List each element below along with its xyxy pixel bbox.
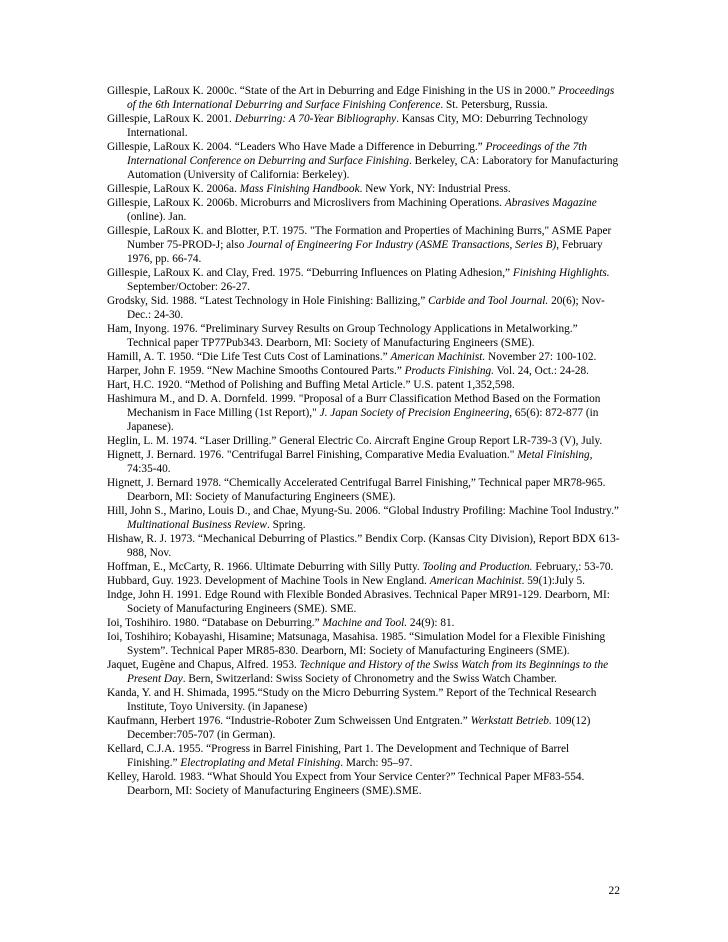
reference-entry — [107, 294, 622, 322]
reference-text: Harper, John F. 1959. “New Machine Smooths Contoured Parts.” — [107, 365, 405, 377]
reference-entry — [107, 770, 622, 798]
reference-text: Indge, John H. 1991. Edge Round with Flexible Bonded Abrasives. Technical Paper MR91-129. Dearborn, MI: Society of Manufacturing Engineers (SME). SME. — [107, 589, 610, 615]
reference-entry — [107, 112, 622, 140]
reference-text-tail: . March: 95–97. — [340, 757, 413, 769]
reference-text: Gillespie, LaRoux K. 2006b. Microburrs and Microslivers from Machining Operations. — [107, 197, 505, 209]
reference-text-tail: 20(6); Nov-Dec.: 24-30. — [127, 295, 605, 321]
reference-text-tail: 109(12) December:705-707 (in German). — [127, 715, 591, 741]
reference-list — [107, 84, 622, 798]
reference-entry — [107, 630, 622, 658]
reference-entry — [107, 182, 622, 196]
reference-source-title: Proceedings of the 7th International Conference on Deburring and Surface Finishing — [127, 141, 588, 167]
reference-source-title: Multinational Business Review — [127, 519, 267, 531]
reference-entry — [107, 350, 622, 364]
reference-text: Ham, Inyong. 1976. “Preliminary Survey Results on Group Technology Applications in Metalworking.” Technical paper TP77Pub343. Dearborn, MI: Society of Manufacturing Engineers (SME). — [107, 323, 578, 349]
reference-text: Kellard, C.J.A. 1955. “Progress in Barrel Finishing, Part 1. The Development and Technique of Barrel Finishing.” — [107, 743, 570, 769]
reference-entry — [107, 392, 622, 434]
reference-text-tail: . Berkeley, CA: Laboratory for Manufacturing Automation (University of California: Berkeley). — [127, 155, 619, 181]
reference-text: Ioi, Toshihiro; Kobayashi, Hisamine; Matsunaga, Masahisa. 1985. “Simulation Model for a Flexible Finishing System”. Technical Paper MR85-830. Dearborn, MI: Society of Manufacturing Engineers (SME). — [107, 631, 606, 657]
reference-text: Gillespie, LaRoux K. 2000c. “State of the Art in Deburring and Edge Finishing in the US in 2000.” — [107, 85, 559, 97]
reference-text: Hignett, J. Bernard. 1976. "Centrifugal Barrel Finishing, Comparative Media Evaluation." — [107, 449, 518, 461]
reference-source-title: Metal Finishing, — [517, 449, 593, 461]
reference-text-tail: . Spring. — [266, 519, 306, 531]
reference-source-title: Products Finishing. — [404, 365, 494, 377]
reference-entry — [107, 588, 622, 616]
reference-text: Hill, John S., Marino, Louis D., and Chae, Myung-Su. 2006. “Global Industry Profiling: Machine Tool Industry.” — [107, 505, 619, 517]
reference-text-tail: . Kansas City, MO: Deburring Technology International. — [127, 113, 588, 139]
reference-source-title: Werkstatt Betrieb. — [470, 715, 552, 727]
reference-entry — [107, 434, 622, 448]
reference-entry — [107, 532, 622, 560]
reference-text: Gillespie, LaRoux K. 2001. — [107, 113, 235, 125]
reference-text: Hubbard, Guy. 1923. Development of Machine Tools in New England. — [107, 575, 430, 587]
reference-entry — [107, 714, 622, 742]
reference-text: Hoffman, E., McCarty, R. 1966. Ultimate Deburring with Silly Putty. — [107, 561, 423, 573]
reference-text-tail: September/October: 26-27. — [127, 281, 250, 293]
reference-entry — [107, 196, 622, 224]
reference-entry — [107, 84, 622, 112]
reference-text: Hashimura M., and D. A. Dornfeld. 1999. "Proposal of a Burr Classification Method Based on the Formation Mechanism in Face Milling (1st Report)," — [107, 393, 601, 419]
reference-entry — [107, 616, 622, 630]
reference-entry — [107, 686, 622, 714]
reference-text-tail: . Bern, Switzerland: Swiss Society of Chronometry and the Swiss Watch Chamber. — [182, 673, 557, 685]
reference-source-title: Proceedings of the 6th International Deburring and Surface Finishing Conference — [127, 85, 615, 111]
reference-source-title: Abrasives Magazine — [504, 197, 597, 209]
reference-entry — [107, 140, 622, 182]
reference-entry — [107, 378, 622, 392]
reference-text-tail: Vol. 24, Oct.: 24-28. — [493, 365, 589, 377]
reference-text-tail: . 59(1):July 5. — [521, 575, 586, 587]
reference-text-tail: 74:35-40. — [127, 463, 171, 475]
reference-entry — [107, 266, 622, 294]
reference-source-title: Tooling and Production. — [422, 561, 533, 573]
reference-text: Kanda, Y. and H. Shimada, 1995.“Study on the Micro Deburring System.” Report of the Technical Research Institute, Toyo University. (in Japanese) — [107, 687, 597, 713]
reference-text-tail: 24(9): 81. — [407, 617, 455, 629]
reference-text: Gillespie, LaRoux K. and Clay, Fred. 1975. “Deburring Influences on Plating Adhesion,” — [107, 267, 513, 279]
reference-text: Hart, H.C. 1920. “Method of Polishing and Buffing Metal Article.” U.S. patent 1,352,598. — [107, 379, 515, 391]
reference-source-title: Machine and Tool. — [322, 617, 408, 629]
reference-text: Heglin, L. M. 1974. “Laser Drilling.” General Electric Co. Aircraft Engine Group Report LR-739-3 (V), July. — [107, 435, 603, 447]
reference-text: Ioi, Toshihiro. 1980. “Database on Deburring.” — [107, 617, 323, 629]
reference-text-tail: . New York, NY: Industrial Press. — [359, 183, 511, 195]
reference-source-title: J. Japan Society of Precision Engineering — [319, 407, 510, 419]
reference-source-title: American Machinist. — [390, 351, 486, 363]
reference-entry — [107, 476, 622, 504]
reference-source-title: Mass Finishing Handbook — [239, 183, 360, 195]
reference-text: Grodsky, Sid. 1988. “Latest Technology in Hole Finishing: Ballizing,” — [107, 295, 429, 307]
reference-text: Gillespie, LaRoux K. 2004. “Leaders Who Have Made a Difference in Deburring.” — [107, 141, 486, 153]
reference-text: Jaquet, Eugène and Chapus, Alfred. 1953. — [107, 659, 300, 671]
reference-entry — [107, 504, 622, 532]
reference-entry — [107, 658, 622, 686]
reference-source-title: American Machinist — [429, 575, 522, 587]
reference-text: Gillespie, LaRoux K. and Blotter, P.T. 1975. "The Formation and Properties of Machining Burrs," ASME Paper Number 75-PROD-J; also — [107, 225, 612, 251]
reference-entry — [107, 574, 622, 588]
reference-entry — [107, 742, 622, 770]
reference-entry — [107, 364, 622, 378]
reference-text: Hishaw, R. J. 1973. “Mechanical Deburring of Plastics.” Bendix Corp. (Kansas City Division), Report BDX 613-988, Nov. — [107, 533, 620, 559]
reference-entry — [107, 560, 622, 574]
reference-source-title: Deburring: A 70-Year Bibliography — [234, 113, 397, 125]
reference-source-title: Technique and History of the Swiss Watch from its Beginnings to the Present Day — [127, 659, 609, 685]
reference-text-tail: . St. Petersburg, Russia. — [440, 99, 548, 111]
reference-text-tail: (online). Jan. — [127, 211, 187, 223]
reference-text: Kaufmann, Herbert 1976. “Industrie-Roboter Zum Schweissen Und Entgraten.” — [107, 715, 471, 727]
reference-text-tail: February,: 53-70. — [532, 561, 614, 573]
reference-source-title: Carbide and Tool Journal. — [428, 295, 549, 307]
reference-text-tail: , 65(6): 872-877 (in Japanese). — [127, 407, 599, 433]
reference-text-tail: November 27: 100-102. — [485, 351, 597, 363]
reference-source-title: Journal of Engineering For Industry (ASME Transactions, Series B) — [247, 239, 557, 251]
reference-text-tail: , February 1976, pp. 66-74. — [127, 239, 603, 265]
reference-text: Hamill, A. T. 1950. “Die Life Test Cuts Cost of Laminations.” — [107, 351, 391, 363]
reference-source-title: Electroplating and Metal Finishing — [180, 757, 341, 769]
reference-text: Kelley, Harold. 1983. “What Should You Expect from Your Service Center?” Technical Paper MF83-554. Dearborn, MI: Society of Manufacturing Engineers (SME).SME. — [107, 771, 585, 797]
reference-text: Hignett, J. Bernard 1978. “Chemically Accelerated Centrifugal Barrel Finishing,” Technical paper MR78-965. Dearborn, MI: Society of Manufacturing Engineers (SME). — [107, 477, 606, 503]
reference-source-title: Finishing Highlights. — [512, 267, 610, 279]
reference-text: Gillespie, LaRoux K. 2006a. — [107, 183, 240, 195]
reference-entry — [107, 224, 622, 266]
page-number: 22 — [608, 885, 620, 897]
reference-entry — [107, 448, 622, 476]
reference-entry — [107, 322, 622, 350]
